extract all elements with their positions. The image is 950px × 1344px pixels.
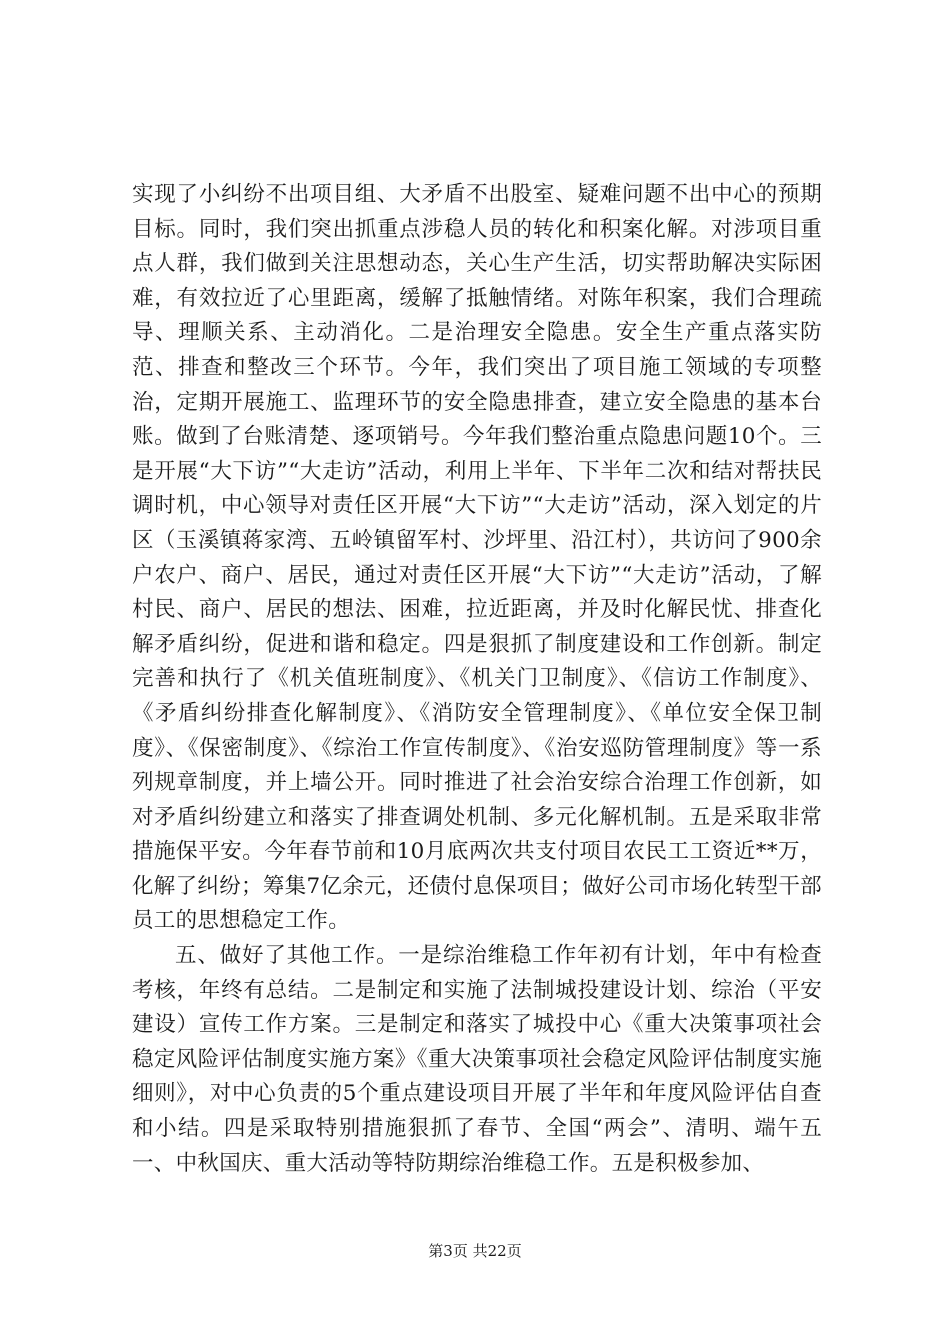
- page-number-footer: 第3页 共22页: [428, 1242, 522, 1260]
- body-paragraph-1: 实现了小纠纷不出项目组、大矛盾不出股室、疑难问题不出中心的预期目标。同时，我们突出抓重点涉稳人员的转化和积案化解。对涉项目重点人群，我们做到关注思想动态，关心生产生活，切实帮助解决实际困难，有效拉近了心里距离，缓解了抵触情绪。对陈年积案，我们合理疏导、理顺关系、主动消化。二是治理安全隐患。安全生产重点落实防范、排查和整改三个环节。今年，我们突出了项目施工领域的专项整治，定期开展施工、监理环节的安全隐患排查，建立安全隐患的基本台账。做到了台账清楚、逐项销号。今年我们整治重点隐患问题10个。三是开展“大下访”“大走访”活动，利用上半年、下半年二次和结对帮扶民调时机，中心领导对责任区开展“大下访”“大走访”活动，深入划定的片区（玉溪镇蒋家湾、五岭镇留军村、沙坪里、沿江村），共访问了900余户农户、商户、居民，通过对责任区开展“大下访”“大走访”活动，了解村民、商户、居民的想法、困难，拉近距离，并及时化解民忧、排查化解矛盾纠纷，促进和谐和稳定。四是狠抓了制度建设和工作创新。制定完善和执行了《机关值班制度》、《机关门卫制度》、《信访工作制度》、《矛盾纠纷排查化解制度》、《消防安全管理制度》、《单位安全保卫制度》、《保密制度》、《综治工作宣传制度》、《治安巡防管理制度》等一系列规章制度，并上墙公开。同时推进了社会治安综合治理工作创新，如对矛盾纠纷建立和落实了排查调处机制、多元化解机制。五是采取非常措施保平安。今年春节前和10月底两次共支付项目农民工工资近**万，化解了纠纷；筹集7亿余元，还债付息保项目；做好公司市场化转型干部员工的思想稳定工作。: [132, 182, 822, 934]
- document-body: [132, 178, 822, 1181]
- body-paragraph-2: 五、做好了其他工作。一是综治维稳工作年初有计划，年中有检查考核，年终有总结。二是制定和实施了法制城投建设计划、综治（平安建设）宣传工作方案。三是制定和落实了城投中心《重大决策事项社会稳定风险评估制度实施方案》《重大决策事项社会稳定风险评估制度实施细则》，对中心负责的5个重点建设项目开展了半年和年度风险评估自查和小结。四是采取特别措施狠抓了春节、全国“两会”、清明、端午五一、中秋国庆、重大活动等特防期综治维稳工作。五是积极参加、: [132, 943, 822, 1176]
